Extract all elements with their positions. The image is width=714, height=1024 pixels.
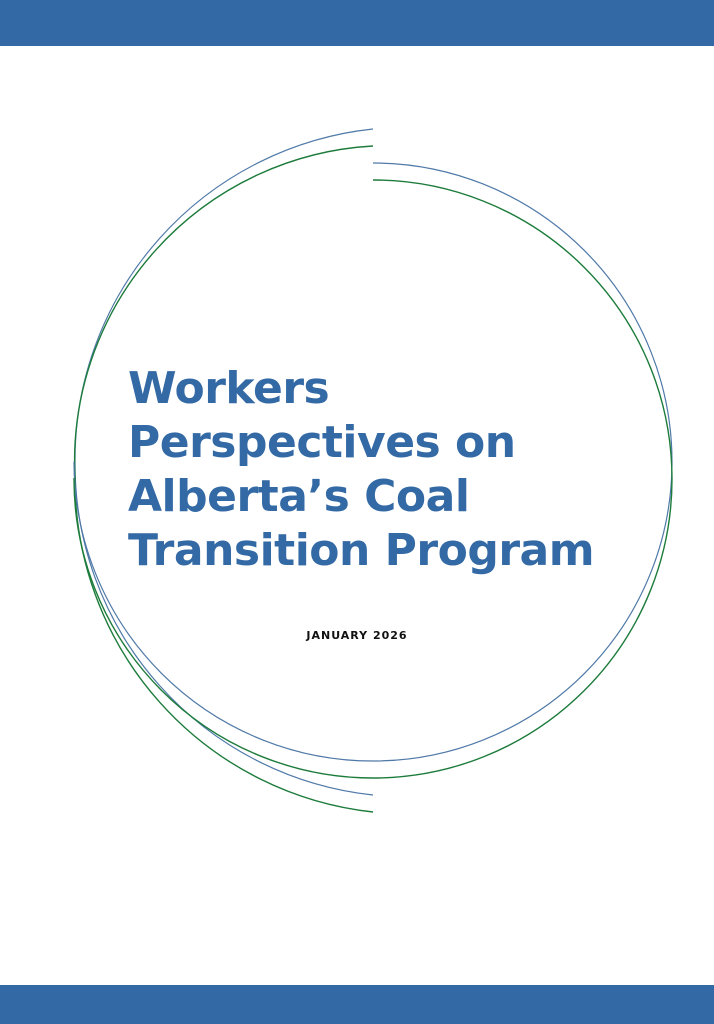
publication-date: JANUARY 2026 — [306, 629, 408, 642]
bottom-banner — [0, 985, 714, 1024]
title-line-2: Perspectives on — [128, 417, 516, 468]
report-title — [128, 362, 688, 578]
title-line-3: Alberta’s Coal — [128, 471, 470, 522]
title-line-4: Transition Program — [128, 525, 595, 576]
title-line-1: Workers — [128, 363, 330, 414]
